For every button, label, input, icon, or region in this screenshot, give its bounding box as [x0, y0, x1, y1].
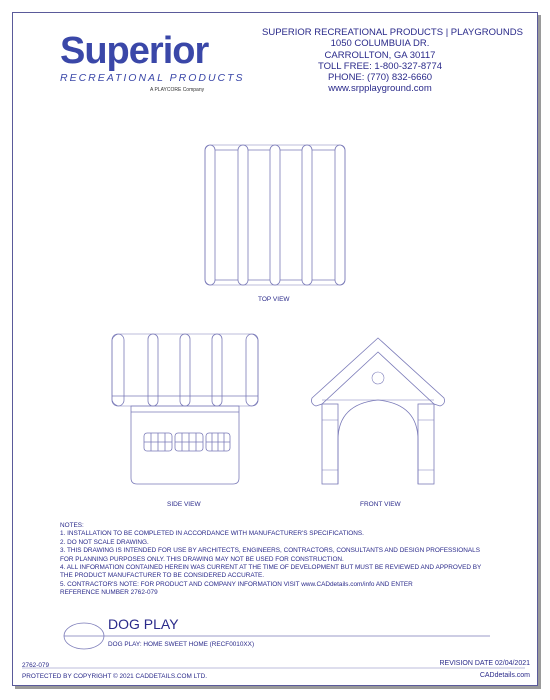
reference-number: 2762-079 [22, 662, 50, 669]
side-view-drawing [112, 334, 258, 484]
top-view-drawing [205, 145, 345, 285]
drawing-subtitle: DOG PLAY: HOME SWEET HOME (RECF0010XX) [108, 641, 255, 648]
note-line: 1. INSTALLATION TO BE COMPLETED IN ACCORDANCE WITH MANUFACTURER'S SPECIFICATIONS. [60, 530, 364, 538]
notes-block [60, 522, 500, 598]
note-line: REFERENCE NUMBER 2762-079 [60, 589, 158, 597]
note-line: THE PRODUCT MANUFACTURER TO BE CONSIDERED ACCURATE. [60, 572, 265, 580]
copyright-notice: PROTECTED BY COPYRIGHT © 2021 CADDETAILS.COM LTD. [22, 673, 207, 680]
notes-heading: NOTES: [60, 522, 84, 529]
front-view-label: FRONT VIEW [360, 501, 401, 508]
company-street: 1050 COLUMBUIA DR. [330, 38, 430, 50]
note-line: 5. CONTRACTOR'S NOTE: FOR PRODUCT AND COMPANY INFORMATION VISIT www.CADdetails.com/info AND ENTER [60, 580, 413, 588]
top-view-label: TOP VIEW [258, 296, 290, 303]
side-vents [144, 433, 230, 451]
company-phone: PHONE: (770) 832-6660 [327, 72, 433, 84]
drawing-title: DOG PLAY [108, 616, 179, 632]
side-view-label: SIDE VIEW [167, 501, 201, 508]
note-line: 3. THIS DRAWING IS INTENDED FOR USE BY ARCHITECTS, ENGINEERS, CONTRACTORS, CONSULTANTS AND DESIGN PROFESSIONALS [60, 547, 480, 555]
company-website[interactable]: www.srpplayground.com [328, 83, 432, 95]
caddetails-link[interactable]: CADdetails.com [479, 672, 530, 679]
note-line: 2. DO NOT SCALE DRAWING. [60, 538, 149, 546]
company-name: SUPERIOR RECREATIONAL PRODUCTS | PLAYGROUNDS [262, 27, 523, 38]
note-line: FOR PLANNING PURPOSES ONLY. THIS DRAWING MAY NOT BE USED FOR CONSTRUCTION. [60, 555, 344, 563]
company-toll-free: TOLL FREE: 1-800-327-8774 [317, 60, 443, 72]
company-city: CARROLLTON, GA 30117 [324, 49, 436, 61]
company-logo-tagline: A PLAYCORE Company [150, 87, 205, 93]
revision-date: REVISION DATE 02/04/2021 [439, 660, 530, 667]
company-logo-subtitle: RECREATIONAL PRODUCTS [60, 72, 245, 84]
front-view-drawing [312, 338, 445, 484]
note-line: 4. ALL INFORMATION CONTAINED HEREIN WAS CURRENT AT THE TIME OF DEVELOPMENT BUT MUST BE REVIEWED AND APPROVED BY [60, 564, 482, 572]
company-logo-wordmark: Superior [60, 30, 209, 72]
